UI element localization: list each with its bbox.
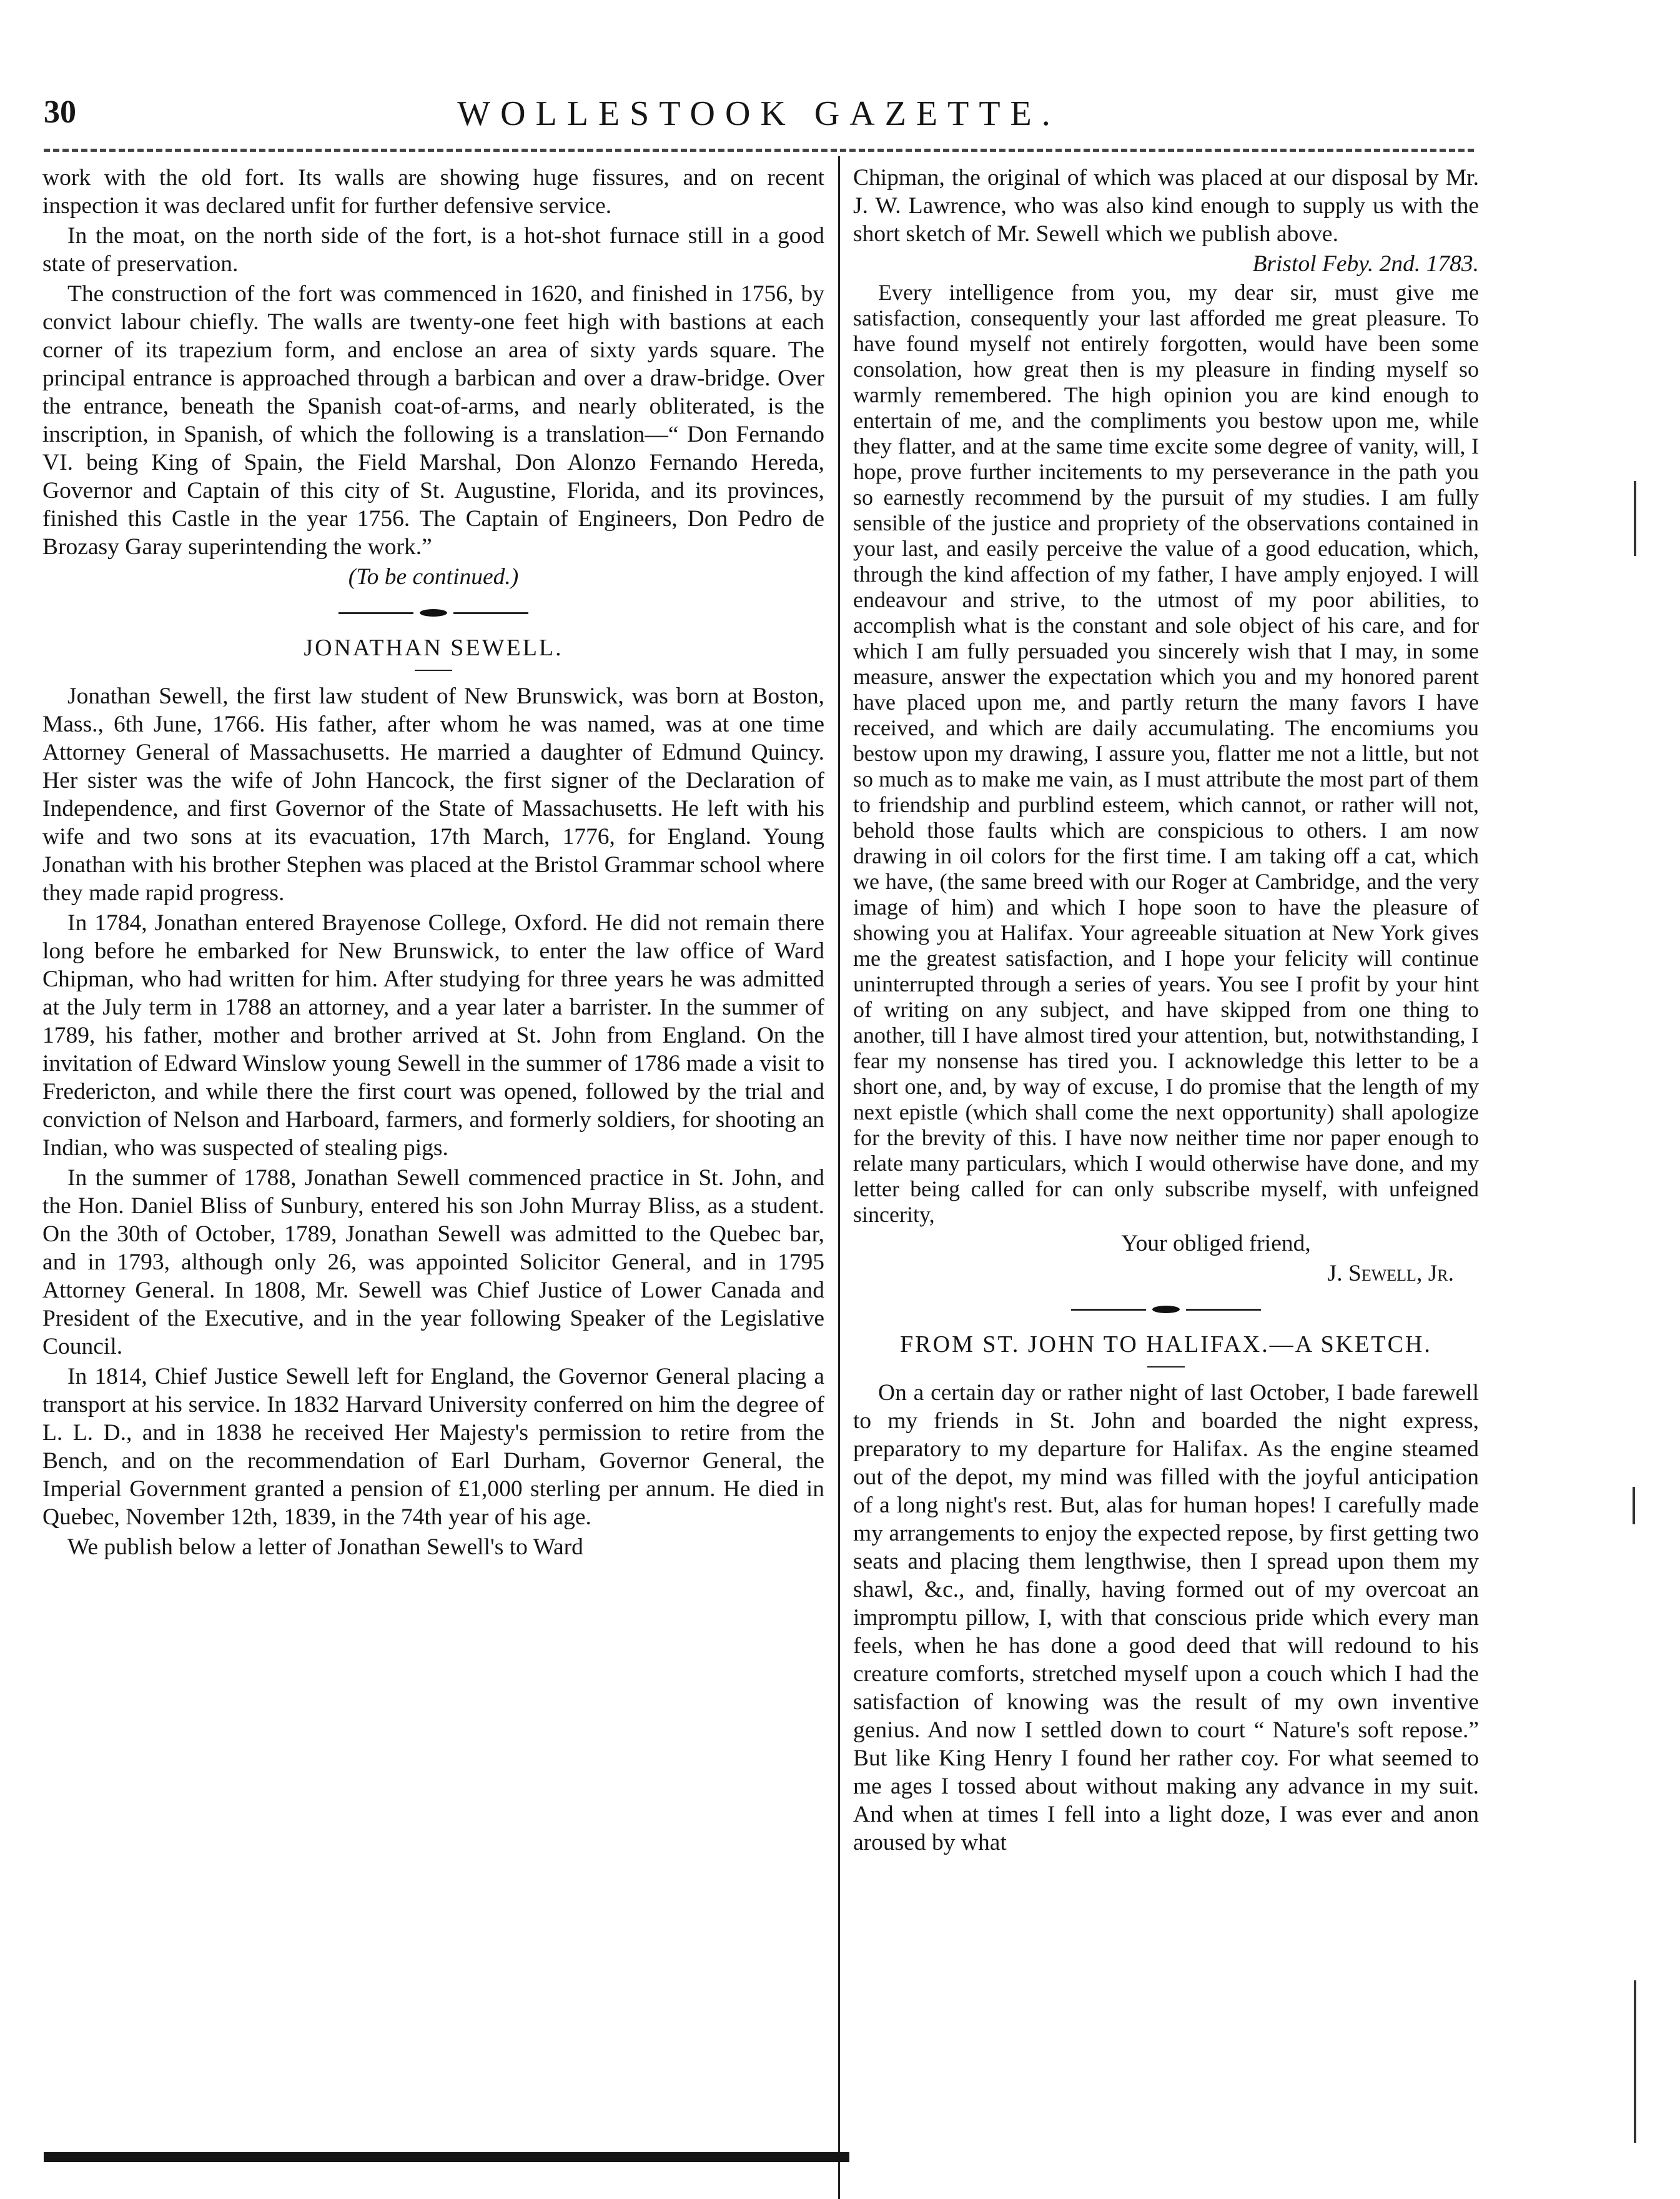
heading-underline — [415, 670, 452, 671]
left-column — [42, 164, 824, 1563]
article-heading-st-john-to-halifax: FROM ST. JOHN TO HALIFAX.—A SKETCH. — [900, 1331, 1432, 1358]
sewell-paragraph-1: Jonathan Sewell, the first law student of New Brunswick, was born at Boston, Mass., 6th June, 1766. His father, after whom he was named, was at one time Attorney General of Massachusetts. He married a daughter of Edmund Quincy. Her sister was the wife of John Hancock, the first signer of the Declaration of Independence, and first Governor of the State of Massachusetts. He left with his wife and two sons at its evacuation, 17th March, 1776, for England. Young Jonathan with his brother Stephen was placed at the Bristol Grammar school where they made rapid progress. — [42, 683, 824, 906]
ornament-rule-left — [338, 612, 413, 614]
bottom-bar — [44, 2152, 849, 2162]
page-number: 30 — [44, 94, 76, 130]
halifax-paragraph-1: On a certain day or rather night of last October, I bade farewell to my friends in St. John and boarded the night express, preparatory to my departure for Halifax. As the engine steamed out of the depot, my mind was filled with the joyful anticipation of a long night's rest. But, alas for human hopes! I carefully made my arrangements to enjoy the expected repose, by first getting two seats and placing them lengthwise, then I spread upon them my shawl, &c., and, finally, having formed out of my overcoat an impromptu pillow, I, with that conscious pride which every man feels, when he has done a good deed that will redound to his creature comforts, stretched myself upon a couch which I had the satisfaction of knowing was the result of my own inventive genius. And now I settled down to court “ Nature's soft repose.” But like King Henry I found her rather coy. For what seemed to me ages I tossed about without making any advance in my suit. And when at times I fell into a light doze, I was ever and anon aroused by what — [853, 1380, 1479, 1855]
ornament-rule-right — [453, 612, 528, 614]
sewell-paragraph-5: We publish below a letter of Jonathan Sewell's to Ward — [67, 1534, 583, 1560]
ornament-rule-left — [1071, 1309, 1146, 1311]
letter-signature: J. Sewell, Jr. — [1327, 1261, 1454, 1286]
sewell-paragraph-3: In the summer of 1788, Jonathan Sewell commenced practice in St. John, and the Hon. Daniel Bliss of Sunbury, entered his son John Murray Bliss, as a student. On the 30th of October, 1789, Jonathan Sewell was admitted to the Quebec bar, and in 1793, although only 26, was appointed Solicitor General, and in 1795 Attorney General. In 1808, Mr. Sewell was Chief Justice of Lower Canada and President of the Executive, and in the year following Speaker of the Legislative Council. — [42, 1165, 824, 1359]
gazette-title: WOLLESTOOK GAZETTE. — [457, 94, 1060, 133]
fort-paragraph-moat: In the moat, on the north side of the fort, is a hot-shot furnace still in a good state of preservation. — [42, 223, 824, 277]
letter-intro-paragraph: Chipman, the original of which was placed at our disposal by Mr. J. W. Lawrence, who was also kind enough to supply us with the short sketch of Mr. Sewell which we publish above. — [853, 165, 1479, 247]
fort-paragraph-continued: work with the old fort. Its walls are showing huge fissures, and on recent inspection it was declared unfit for further defensive service. — [42, 165, 824, 219]
article-heading-jonathan-sewell: JONATHAN SEWELL. — [304, 635, 563, 661]
letter-dateline: Bristol Feby. 2nd. 1783. — [1252, 251, 1479, 277]
column-divider — [838, 156, 840, 2199]
ornament-rule-right — [1186, 1309, 1261, 1311]
running-head — [44, 94, 1474, 144]
right-column — [853, 164, 1479, 1859]
ornament-dot — [420, 609, 447, 617]
to-be-continued: (To be continued.) — [348, 564, 519, 590]
heading-underline — [1147, 1366, 1185, 1368]
margin-mark — [1633, 1487, 1635, 1524]
header-rule — [44, 149, 1474, 152]
margin-mark — [1634, 481, 1636, 556]
letter-body: Every intelligence from you, my dear sir, must give me satisfaction, consequently your last afforded me great pleasure. To have found myself not entirely forgotten, would have been some consolation, how great then is my pleasure in finding myself so warmly remembered. The high opinion you are kind enough to entertain of me, and the compliments you bestow upon me, while they flatter, and at the same time excite some degree of vanity, will, I hope, prove further incitements to my perseverance in the path you so earnestly recommend by the pursuit of my studies. I am fully sensible of the justice and propriety of the observations contained in your last, and easily perceive the value of a good education, which, through the kind affection of my father, I have amply enjoyed. I will endeavour and strive, to the utmost of my poor abilities, to accomplish what is the constant and sole object of his care, and for which I am fully persuaded you sincerely wish that I may, in some measure, answer the expectation which you and my honored parent have placed upon me, and partly return the many favors I have received, and which are daily accumulating. The encomiums you bestow upon my drawing, I assure you, flatter me not a little, but not so much as to make me vain, as I must attribute the most part of them to friendship and purblind esteem, which cannot, or rather will not, behold those faults which are conspicious to others. I am now drawing in oil colors for the first time. I am taking off a cat, which we have, (the same breed with our Roger at Cambridge, and the very image of him) and which I hope soon to have the pleasure of showing you at Halifax. Your agreeable situation at New York gives me the greatest satisfaction, and I hope your felicity will continue uninterrupted through a series of years. You see I profit by your hint of writing on any subject, and have skipped from one thing to another, till I have almost tired your attention, but, notwithstanding, I fear my nonsense has tired you. I acknowledge this letter to be a short one, and, by way of excuse, I do promise that the length of my next epistle (which shall come the next opportunity) shall apologize for the brevity of this. I have now neither time nor paper enough to relate many particulars, which I would otherwise have done, and my letter being called for can only subscribe myself, with unfeigned sincerity, — [853, 280, 1479, 1227]
section-ornament — [42, 597, 824, 625]
sewell-paragraph-2: In 1784, Jonathan entered Brayenose College, Oxford. He did not remain there long before he embarked for New Brunswick, to enter the law office of Ward Chipman, who had written for him. After studying for three years he was admitted at the July term in 1788 an attorney, and a year later a barrister. In the summer of 1789, his father, mother and brother arrived at St. John from England. On the invitation of Edward Winslow young Sewell in the summer of 1786 made a visit to Fredericton, and while there the first court was opened, followed by the trial and conviction of Nelson and Harboard, farmers, and formerly soldiers, for shooting an Indian, who was suspected of stealing pigs. — [42, 910, 824, 1161]
margin-mark — [1634, 1980, 1636, 2143]
ornament-dot — [1152, 1306, 1180, 1313]
fort-paragraph-construction: The construction of the fort was commenced in 1620, and finished in 1756, by convict labour chiefly. The walls are twenty-one feet high with bastions at each corner of its trapezium form, and enclose an area of sixty yards square. The principal entrance is approached through a barbican and over a draw-bridge. Over the entrance, beneath the Spanish coat-of-arms, and nearly obliterated, is the inscription, in Spanish, of which the following is a translation—“ Don Fernando VI. being King of Spain, the Field Marshal, Don Alonzo Fernando Hereda, Governor and Captain of this city of St. Augustine, Florida, and its provinces, finished this Castle in the year 1756. The Captain of Engineers, Don Pedro de Brozasy Garay superintending the work.” — [42, 281, 824, 560]
letter-valediction: Your obliged friend, — [1121, 1231, 1311, 1256]
section-ornament-2 — [853, 1294, 1479, 1322]
sewell-paragraph-4: In 1814, Chief Justice Sewell left for England, the Governor General placing a transport at his service. In 1832 Harvard University conferred on him the degree of L. L. D., and in 1838 he received Her Majesty's permission to retire from the Bench, and on the recommendation of Earl Durham, Governor General, the Imperial Government granted a pension of £1,000 sterling per annum. He died in Quebec, November 12th, 1839, in the 74th year of his age. — [42, 1364, 824, 1530]
